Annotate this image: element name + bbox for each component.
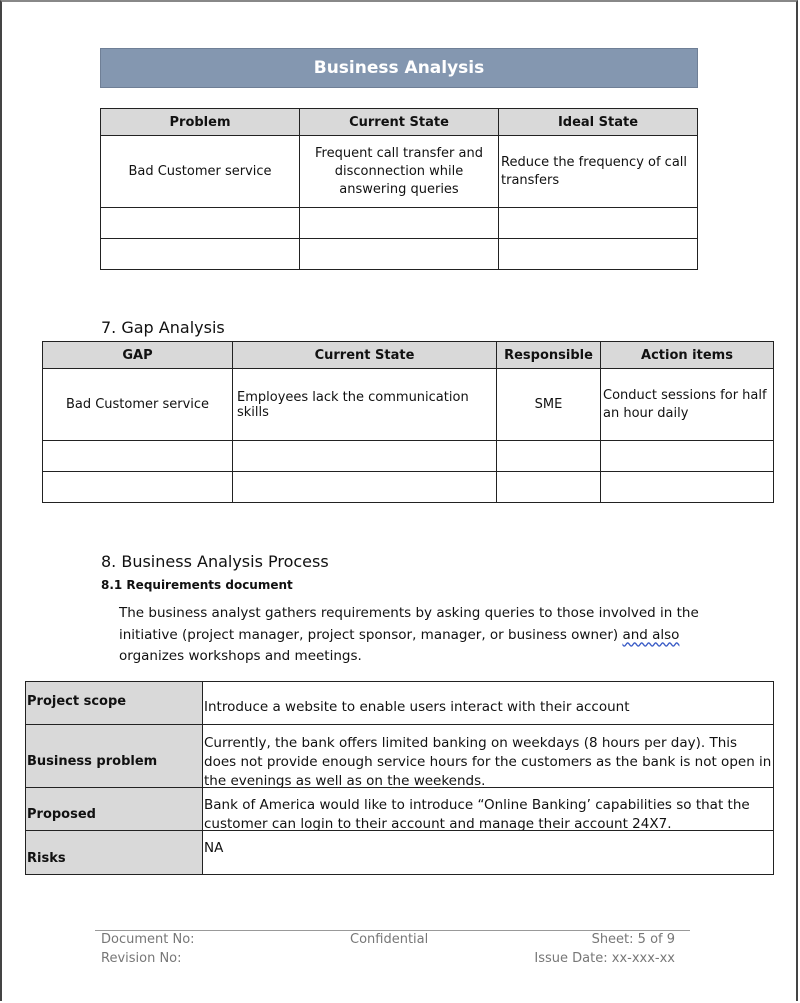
row-label: Business problem bbox=[26, 725, 203, 788]
column-header: GAP bbox=[43, 342, 233, 369]
banner-title: Business Analysis bbox=[313, 58, 485, 78]
grammar-flagged-text: and also bbox=[622, 626, 680, 643]
column-header: Problem bbox=[101, 109, 300, 136]
gap-analysis-heading: 7. Gap Analysis bbox=[101, 318, 225, 337]
process-heading: 8. Business Analysis Process bbox=[101, 552, 329, 571]
requirements-subheading: 8.1 Requirements document bbox=[101, 578, 293, 592]
paragraph-text: organizes workshops and meetings. bbox=[119, 648, 362, 664]
column-header: Responsible bbox=[497, 342, 601, 369]
table-row bbox=[26, 682, 774, 725]
row-value: Introduce a website to enable users interact with their account bbox=[203, 682, 774, 725]
table-row bbox=[101, 239, 698, 270]
sheet-number: Sheet: 5 of 9 bbox=[591, 932, 675, 947]
paragraph-text: The business analyst gathers requirements by asking queries to those involved in the initiative (project manager, project sponsor, manager, or business owner) bbox=[119, 605, 699, 643]
column-header: Current State bbox=[300, 109, 499, 136]
table-cell: Employees lack the communication skills bbox=[233, 369, 497, 441]
row-value: NA bbox=[203, 831, 774, 875]
table-row bbox=[101, 208, 698, 239]
footer-divider bbox=[95, 930, 690, 931]
column-header: Action items bbox=[601, 342, 774, 369]
table-row bbox=[26, 831, 774, 875]
confidential-label: Confidential bbox=[350, 932, 429, 947]
row-value: Bank of America would like to introduce “Online Banking’ capabilities so that the customer can login to their account and manage their account 24X7. bbox=[203, 788, 774, 831]
business-analysis-table bbox=[100, 108, 698, 270]
table-row bbox=[101, 136, 698, 208]
column-header: Current State bbox=[233, 342, 497, 369]
table-row bbox=[26, 725, 774, 788]
section-banner bbox=[100, 48, 698, 88]
requirements-paragraph bbox=[119, 603, 709, 668]
table-row bbox=[43, 441, 774, 472]
row-label: Project scope bbox=[26, 682, 203, 725]
row-value: Currently, the bank offers limited banking on weekdays (8 hours per day). This does not provide enough service hours for the customers as the bank is not open in the evenings as well as on the weekends. bbox=[203, 725, 774, 788]
table-header-row bbox=[43, 342, 774, 369]
gap-analysis-table bbox=[42, 341, 774, 503]
table-cell: SME bbox=[497, 369, 601, 441]
project-scope-table bbox=[25, 681, 774, 875]
table-cell: Conduct sessions for half an hour daily bbox=[601, 369, 774, 441]
table-cell: Reduce the frequency of call transfers bbox=[499, 136, 698, 208]
column-header: Ideal State bbox=[499, 109, 698, 136]
table-row bbox=[43, 369, 774, 441]
table-cell: Frequent call transfer and disconnection while answering queries bbox=[300, 136, 499, 208]
table-cell: Bad Customer service bbox=[101, 136, 300, 208]
row-label: Proposed bbox=[26, 788, 203, 831]
table-row bbox=[43, 472, 774, 503]
table-row bbox=[26, 788, 774, 831]
issue-date: Issue Date: xx-xxx-xx bbox=[534, 951, 675, 966]
table-cell: Bad Customer service bbox=[43, 369, 233, 441]
table-header-row bbox=[101, 109, 698, 136]
revision-no: Revision No: bbox=[101, 951, 182, 966]
row-label: Risks bbox=[26, 831, 203, 875]
document-no: Document No: bbox=[101, 932, 195, 947]
